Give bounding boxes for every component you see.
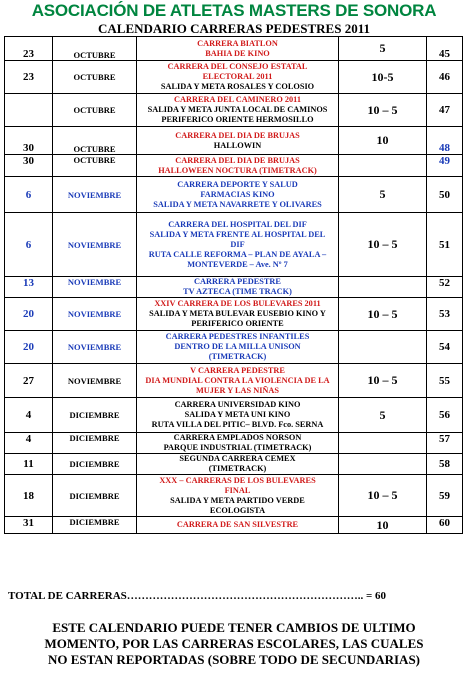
race-day: 30	[5, 155, 53, 177]
race-row	[5, 61, 463, 94]
race-distance: 10-5	[339, 61, 427, 94]
race-day: 18	[5, 475, 53, 517]
race-event-line: MUJER Y LAS NIÑAS	[195, 385, 280, 395]
race-distance	[339, 433, 427, 454]
race-distance: 10	[339, 127, 427, 155]
race-event-line: FINAL	[224, 485, 251, 495]
race-event	[137, 475, 339, 517]
race-event	[137, 37, 339, 61]
race-month: OCTUBRE	[53, 127, 137, 155]
race-number: 48	[427, 127, 463, 155]
race-event-line: RUTA CALLE REFORMA – PLAN DE AYALA –	[148, 249, 327, 259]
race-event	[137, 331, 339, 364]
race-day: 27	[5, 364, 53, 398]
race-row	[5, 475, 463, 517]
race-row	[5, 127, 463, 155]
race-event	[137, 61, 339, 94]
race-distance	[339, 155, 427, 177]
race-event-line: XXX – CARRERAS DE LOS BULEVARES	[159, 475, 316, 485]
race-day: 4	[5, 398, 53, 433]
race-day: 4	[5, 433, 53, 454]
association-title: ASOCIACIÓN DE ATLETAS MASTERS DE SONORA	[31, 1, 437, 20]
race-event-line: SEGUNDA CARRERA CEMEX	[179, 454, 296, 463]
race-month: OCTUBRE	[53, 94, 137, 127]
race-event-line: CARRERA DEL DIA DE BRUJAS	[175, 155, 300, 165]
race-month: DICIEMBRE	[53, 433, 137, 454]
race-number: 45	[427, 37, 463, 61]
race-day	[5, 94, 53, 127]
race-event-line: MONTEVERDE – Ave. Nº 7	[187, 259, 288, 269]
race-event-line: ECOLOGISTA	[209, 505, 266, 515]
race-event	[137, 213, 339, 277]
race-number: 58	[427, 454, 463, 475]
race-row	[5, 433, 463, 454]
race-distance: 5	[339, 398, 427, 433]
race-row	[5, 213, 463, 277]
race-event-line: RUTA VILLA DEL PITIC– BLVD. Fco. SERNA	[151, 420, 324, 429]
race-event	[137, 177, 339, 213]
race-event	[137, 433, 339, 454]
race-month: OCTUBRE	[53, 37, 137, 61]
race-number: 55	[427, 364, 463, 398]
race-day: 20	[5, 331, 53, 364]
race-row	[5, 398, 463, 433]
calendar-subtitle: CALENDARIO CARRERAS PEDESTRES 2011	[98, 21, 370, 36]
race-row	[5, 277, 463, 298]
race-event-line: CARRERA BIATLON	[197, 38, 278, 48]
race-row	[5, 331, 463, 364]
race-event-line: FARMACIAS KINO	[200, 189, 275, 199]
race-event-line: CARRERA DE SAN SILVESTRE	[176, 520, 299, 529]
race-event	[137, 155, 339, 177]
race-event-line: DIF	[230, 239, 245, 249]
race-day: 30	[5, 127, 53, 155]
race-event	[137, 127, 339, 155]
race-row	[5, 517, 463, 534]
race-event-line: CARRERA PEDESTRE	[194, 277, 281, 286]
race-distance: 5	[339, 177, 427, 213]
race-number: 51	[427, 213, 463, 277]
race-event-line: CARRERA EMPLADOS NORSON	[173, 433, 302, 442]
race-row	[5, 454, 463, 475]
race-event-line: XXIV CARRERA DE LOS BULEVARES 2011	[154, 299, 321, 308]
race-event-line: SALIDA Y META UNI KINO	[184, 410, 291, 419]
race-day: 6	[5, 177, 53, 213]
race-month: DICIEMBRE	[53, 454, 137, 475]
race-event-line: (TIMETRACK)	[208, 464, 267, 473]
race-number: 47	[427, 94, 463, 127]
race-month: NOVIEMBRE	[53, 177, 137, 213]
race-month: NOVIEMBRE	[53, 213, 137, 277]
race-distance: 5	[339, 37, 427, 61]
total-races: TOTAL DE CARRERAS……………………………………………………….. = 60	[8, 590, 387, 602]
race-event-line: DIA MUNDIAL CONTRA LA VIOLENCIA DE LA	[145, 375, 330, 385]
race-row	[5, 177, 463, 213]
race-event-line: HALLOWEEN NOCTURA (TIMETRACK)	[158, 165, 317, 175]
race-event-line: CARRERA UNIVERSIDAD KINO	[174, 400, 301, 409]
race-month: NOVIEMBRE	[53, 298, 137, 331]
race-number: 56	[427, 398, 463, 433]
race-row	[5, 155, 463, 177]
race-day: 13	[5, 277, 53, 298]
race-distance: 10 – 5	[339, 213, 427, 277]
race-month: DICIEMBRE	[53, 517, 137, 534]
race-event-line: SALIDA Y META BULEVAR EUSEBIO KINO Y	[149, 309, 326, 318]
race-number: 60	[427, 517, 463, 534]
race-month: OCTUBRE	[53, 61, 137, 94]
race-day: 23	[5, 37, 53, 61]
race-event	[137, 517, 339, 534]
race-event	[137, 364, 339, 398]
race-row	[5, 94, 463, 127]
race-distance: 10 – 5	[339, 298, 427, 331]
race-event-line: PERIFERICO ORIENTE HERMOSILLO	[161, 115, 314, 124]
race-event-line: CARRERA PEDESTRES INFANTILES	[165, 332, 310, 341]
race-event-line: V CARRERA PEDESTRE	[190, 365, 285, 375]
race-row	[5, 364, 463, 398]
race-row	[5, 298, 463, 331]
race-distance	[339, 277, 427, 298]
race-event-line: CARRERA DEL CONSEJO ESTATAL	[167, 62, 308, 71]
race-event-line: BAHIA DE KINO	[205, 48, 270, 58]
race-distance: 10 – 5	[339, 94, 427, 127]
race-event-line: CARRERA DEL CAMINERO 2011	[173, 95, 301, 104]
race-distance	[339, 331, 427, 364]
race-event-line: CARRERA DEL HOSPITAL DEL DIF	[168, 219, 307, 229]
race-event-line: PARQUE INDUSTRIAL (TIMETRACK)	[163, 443, 312, 452]
race-event-line: PERIFERICO ORIENTE	[191, 319, 284, 328]
race-day: 6	[5, 213, 53, 277]
race-event	[137, 398, 339, 433]
race-month: NOVIEMBRE	[53, 364, 137, 398]
race-event-line: ELECTORAL 2011	[202, 72, 273, 81]
race-event-line: SALIDA Y META PARTIDO VERDE	[170, 495, 305, 505]
race-event	[137, 298, 339, 331]
race-distance: 10	[339, 517, 427, 534]
race-row	[5, 37, 463, 61]
race-event-line: CARRERA DEPORTE Y SALUD	[177, 179, 298, 189]
race-event-line: SALIDA Y META NAVARRETE Y OLIVARES	[153, 199, 322, 209]
race-distance: 10 – 5	[339, 475, 427, 517]
race-event-line: (TIMETRACK)	[208, 352, 267, 361]
race-event-line: SALIDA Y META ROSALES Y COLOSIO	[160, 82, 315, 91]
race-month: OCTUBRE	[53, 155, 137, 177]
race-event	[137, 454, 339, 475]
race-event-line: HALLOWIN	[213, 140, 262, 150]
race-number: 50	[427, 177, 463, 213]
race-number: 53	[427, 298, 463, 331]
race-calendar-table	[4, 36, 463, 534]
race-number: 52	[427, 277, 463, 298]
race-event	[137, 94, 339, 127]
race-day: 20	[5, 298, 53, 331]
race-event-line: CARRERA DEL DIA DE BRUJAS	[175, 130, 300, 140]
race-month: DICIEMBRE	[53, 475, 137, 517]
race-day: 11	[5, 454, 53, 475]
race-number: 57	[427, 433, 463, 454]
race-number: 49	[427, 155, 463, 177]
race-event-line: SALIDA Y META JUNTA LOCAL DE CAMINOS	[147, 105, 328, 114]
race-distance: 10 – 5	[339, 364, 427, 398]
race-event-line: DENTRO DE LA MILLA UNISON	[174, 342, 301, 351]
disclaimer-line: ESTE CALENDARIO PUEDE TENER CAMBIOS DE ULTIMO	[52, 620, 416, 635]
race-number: 46	[427, 61, 463, 94]
race-month: NOVIEMBRE	[53, 277, 137, 298]
race-day: 31	[5, 517, 53, 534]
race-event-line: SALIDA Y META FRENTE AL HOSPITAL DEL	[149, 229, 326, 239]
race-number: 59	[427, 475, 463, 517]
race-event	[137, 277, 339, 298]
calendar-disclaimer	[0, 620, 468, 668]
race-number: 54	[427, 331, 463, 364]
race-distance	[339, 454, 427, 475]
race-day: 23	[5, 61, 53, 94]
race-event-line: TV AZTECA (TIME TRACK)	[183, 287, 292, 296]
disclaimer-line: MOMENTO, POR LAS CARRERAS ESCOLARES, LAS CUALES	[44, 636, 424, 651]
disclaimer-line: NO ESTAN REPORTADAS (SOBRE TODO DE SECUNDARIAS)	[47, 652, 421, 667]
race-month: DICIEMBRE	[53, 398, 137, 433]
race-month: NOVIEMBRE	[53, 331, 137, 364]
